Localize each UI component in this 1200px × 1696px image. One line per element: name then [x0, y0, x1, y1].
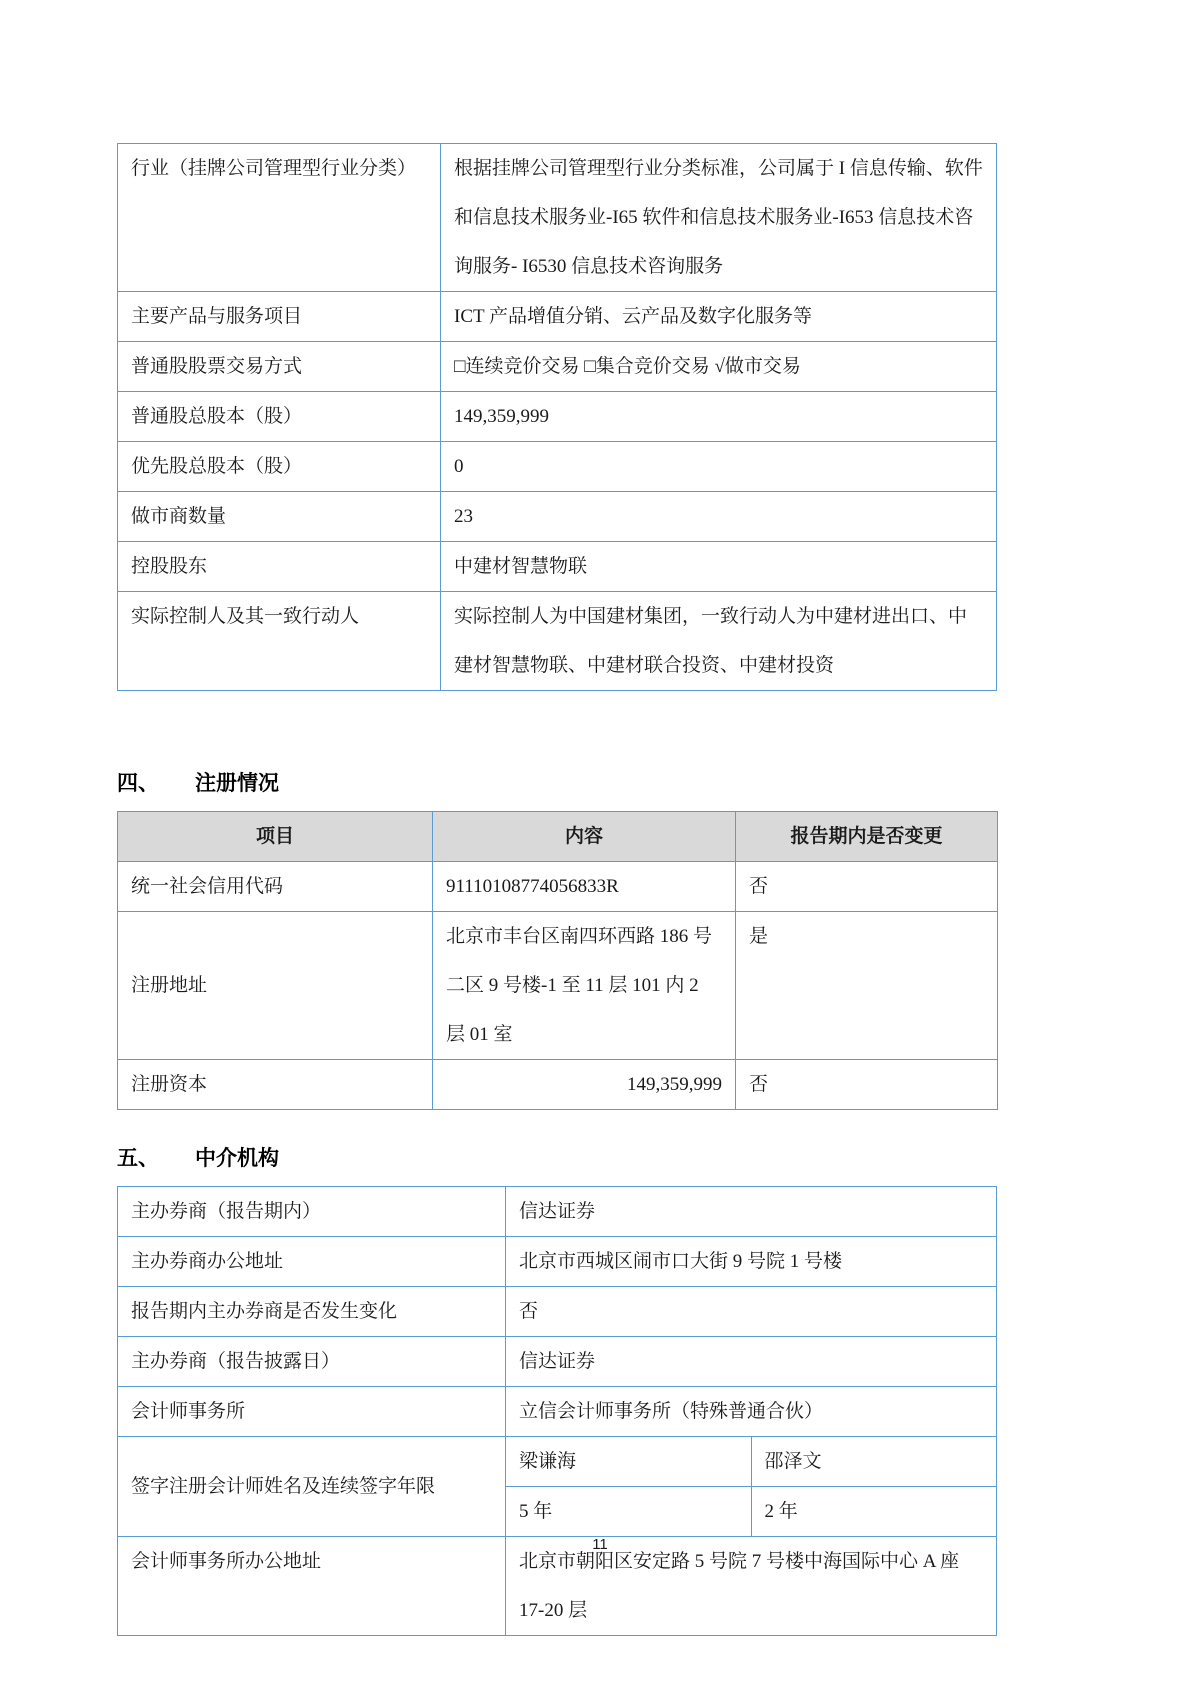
- column-header-item: 项目: [118, 812, 433, 862]
- row-label: 主办券商（报告期内）: [118, 1187, 506, 1237]
- row-changed: 否: [736, 1060, 998, 1110]
- row-changed: 否: [736, 862, 998, 912]
- row-label: 主办券商（报告披露日）: [118, 1337, 506, 1387]
- column-header-changed: 报告期内是否变更: [736, 812, 998, 862]
- table-row: [118, 1387, 997, 1437]
- table-row: [118, 1287, 997, 1337]
- column-header-content: 内容: [433, 812, 736, 862]
- row-value: 信达证券: [506, 1187, 997, 1237]
- table-row: [118, 392, 997, 442]
- section-title: 注册情况: [195, 771, 279, 795]
- row-value: 立信会计师事务所（特殊普通合伙）: [506, 1387, 997, 1437]
- table-row: [118, 342, 997, 392]
- table-row: [118, 1237, 997, 1287]
- row-label: 做市商数量: [118, 492, 441, 542]
- row-label: 控股股东: [118, 542, 441, 592]
- row-value: 否: [506, 1287, 997, 1337]
- row-label: 实际控制人及其一致行动人: [118, 592, 441, 691]
- signer-years-1: 5 年: [506, 1487, 752, 1537]
- section-number: 四、: [117, 771, 159, 795]
- row-value: 信达证券: [506, 1337, 997, 1387]
- table-header-row: [118, 812, 998, 862]
- section-number: 五、: [117, 1146, 159, 1170]
- section-title: 中介机构: [195, 1146, 279, 1170]
- intermediaries-table: [117, 1186, 997, 1636]
- row-label: 注册地址: [118, 912, 433, 1060]
- row-label: 优先股总股本（股）: [118, 442, 441, 492]
- row-label: 签字注册会计师姓名及连续签字年限: [118, 1437, 506, 1537]
- signer-name-1: 梁谦海: [506, 1437, 752, 1487]
- table-row: [118, 862, 998, 912]
- row-value: ICT 产品增值分销、云产品及数字化服务等: [441, 292, 997, 342]
- row-value: 149,359,999: [433, 1060, 736, 1110]
- row-value: 北京市朝阳区安定路 5 号院 7 号楼中海国际中心 A 座 17-20 层: [506, 1537, 997, 1636]
- table-row: [118, 542, 997, 592]
- row-value: □连续竞价交易 □集合竞价交易 √做市交易: [441, 342, 997, 392]
- row-value: 实际控制人为中国建材集团，一致行动人为中建材进出口、中建材智慧物联、中建材联合投资、中建材投资: [441, 592, 997, 691]
- row-changed: 是: [736, 912, 998, 1060]
- row-label: 会计师事务所: [118, 1387, 506, 1437]
- row-value: 23: [441, 492, 997, 542]
- table-row: [118, 1060, 998, 1110]
- table-row: [118, 1337, 997, 1387]
- table-row: [118, 492, 997, 542]
- table-row: [118, 912, 998, 1060]
- table-row: [118, 592, 997, 691]
- section-heading-registration: [117, 769, 997, 797]
- row-value: 中建材智慧物联: [441, 542, 997, 592]
- row-label: 统一社会信用代码: [118, 862, 433, 912]
- row-value: 北京市西城区闹市口大街 9 号院 1 号楼: [506, 1237, 997, 1287]
- row-value: 149,359,999: [441, 392, 997, 442]
- row-label: 普通股股票交易方式: [118, 342, 441, 392]
- table-row: [118, 1187, 997, 1237]
- row-label: 会计师事务所办公地址: [118, 1537, 506, 1636]
- page-content: [117, 143, 997, 1636]
- table-row: [118, 144, 997, 292]
- table-row: [118, 442, 997, 492]
- row-label: 注册资本: [118, 1060, 433, 1110]
- row-value: 91110108774056833R: [433, 862, 736, 912]
- company-overview-table: [117, 143, 997, 691]
- section-heading-intermediaries: [117, 1144, 997, 1172]
- row-label: 行业（挂牌公司管理型行业分类）: [118, 144, 441, 292]
- row-value: 根据挂牌公司管理型行业分类标准，公司属于 I 信息传输、软件和信息技术服务业-I65 软件和信息技术服务业-I653 信息技术咨询服务- I6530 信息技术咨询服务: [441, 144, 997, 292]
- row-label: 主要产品与服务项目: [118, 292, 441, 342]
- signer-years-2: 2 年: [751, 1487, 997, 1537]
- registration-table: [117, 811, 998, 1110]
- table-row-signers: [118, 1437, 997, 1487]
- signer-name-2: 邵泽文: [751, 1437, 997, 1487]
- page-number: 11: [592, 1536, 608, 1553]
- row-value: 0: [441, 442, 997, 492]
- row-label: 报告期内主办券商是否发生变化: [118, 1287, 506, 1337]
- row-label: 普通股总股本（股）: [118, 392, 441, 442]
- row-value: 北京市丰台区南四环西路 186 号二区 9 号楼-1 至 11 层 101 内 2 层 01 室: [433, 912, 736, 1060]
- row-label: 主办券商办公地址: [118, 1237, 506, 1287]
- table-row: [118, 292, 997, 342]
